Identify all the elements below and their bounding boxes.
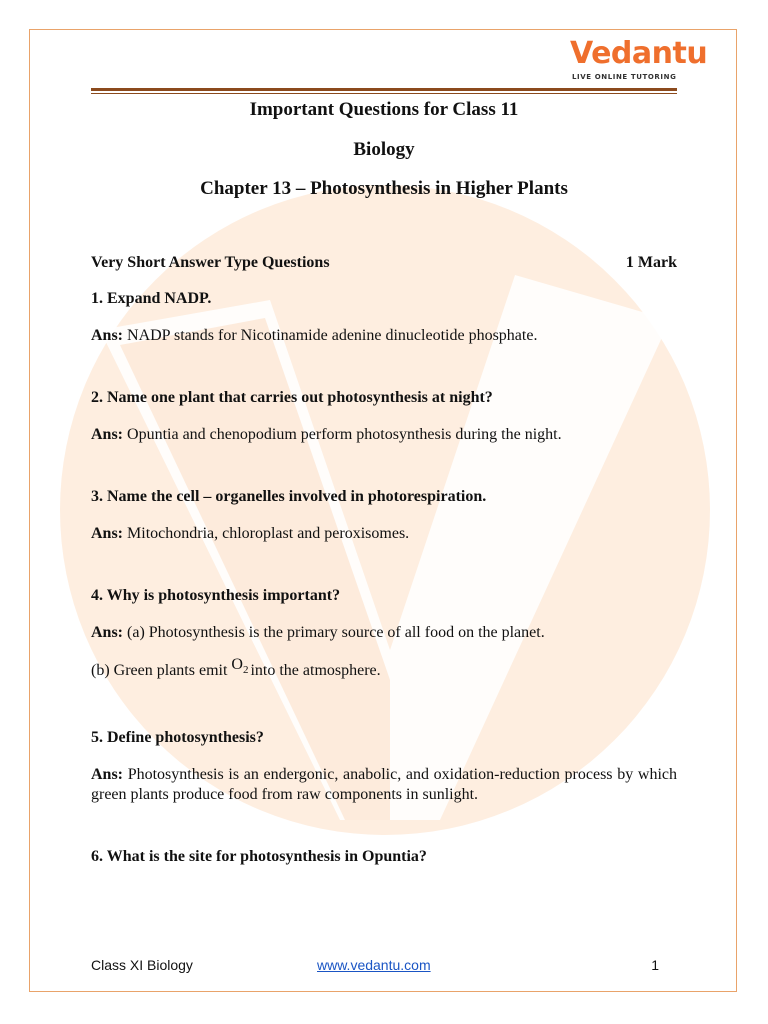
answer-5-text: Photosynthesis is an endergonic, anabolic, and oxidation-reduction process by which green plants produce food from raw components in sunlight. bbox=[91, 766, 677, 804]
section-heading bbox=[91, 253, 677, 273]
answer-3 bbox=[91, 524, 677, 544]
answer-4b-tail: into the atmosphere. bbox=[250, 662, 381, 679]
answer-5 bbox=[91, 765, 677, 805]
answer-label: Ans: bbox=[91, 426, 124, 443]
question-3: 3. Name the cell – organelles involved in photorespiration. bbox=[91, 488, 487, 505]
question-2: 2. Name one plant that carries out photosynthesis at night? bbox=[91, 389, 493, 406]
answer-4a bbox=[91, 623, 677, 643]
vedantu-logo bbox=[560, 36, 708, 86]
answer-label: Ans: bbox=[91, 327, 124, 344]
question-5: 5. Define photosynthesis? bbox=[91, 729, 264, 747]
header-rule-thin bbox=[91, 93, 677, 94]
answer-label: Ans: bbox=[91, 525, 124, 542]
header-rule-thick bbox=[91, 88, 677, 91]
logo-tagline: LIVE ONLINE TUTORING bbox=[572, 73, 677, 81]
formula-symbol: O bbox=[231, 656, 243, 673]
question-6: 6. What is the site for photosynthesis in Opuntia? bbox=[91, 848, 427, 866]
answer-1-text: NADP stands for Nicotinamide adenine dinucleotide phosphate. bbox=[127, 327, 538, 344]
logo-brand: Vedantu bbox=[570, 36, 708, 71]
answer-4b-text: (b) Green plants emit bbox=[91, 662, 228, 679]
oxygen-formula bbox=[231, 655, 248, 680]
question-4: 4. Why is photosynthesis important? bbox=[91, 587, 341, 604]
website-link[interactable]: www.vedantu.com bbox=[317, 957, 431, 973]
page-title: Important Questions for Class 11 bbox=[249, 99, 519, 120]
chapter-title: Chapter 13 – Photosynthesis in Higher Plants bbox=[200, 178, 568, 199]
answer-label: Ans: bbox=[91, 624, 124, 641]
answer-4a-text: (a) Photosynthesis is the primary source of all food on the planet. bbox=[127, 624, 545, 641]
section-name: Very Short Answer Type Questions bbox=[91, 254, 330, 271]
answer-4b bbox=[91, 656, 677, 686]
subject-title: Biology bbox=[353, 139, 415, 160]
answer-1 bbox=[91, 326, 677, 346]
section-marks: 1 Mark bbox=[625, 254, 677, 271]
page-number: 1 bbox=[651, 957, 659, 973]
answer-2 bbox=[91, 425, 677, 445]
answer-label: Ans: bbox=[91, 766, 124, 784]
footer-class: Class XI Biology bbox=[91, 957, 193, 973]
answer-3-text: Mitochondria, chloroplast and peroxisomes. bbox=[127, 525, 410, 542]
questions-content bbox=[91, 253, 677, 884]
question-1: 1. Expand NADP. bbox=[91, 290, 212, 307]
answer-2-text: Opuntia and chenopodium perform photosynthesis during the night. bbox=[127, 426, 562, 443]
formula-subscript: 2 bbox=[242, 664, 249, 677]
